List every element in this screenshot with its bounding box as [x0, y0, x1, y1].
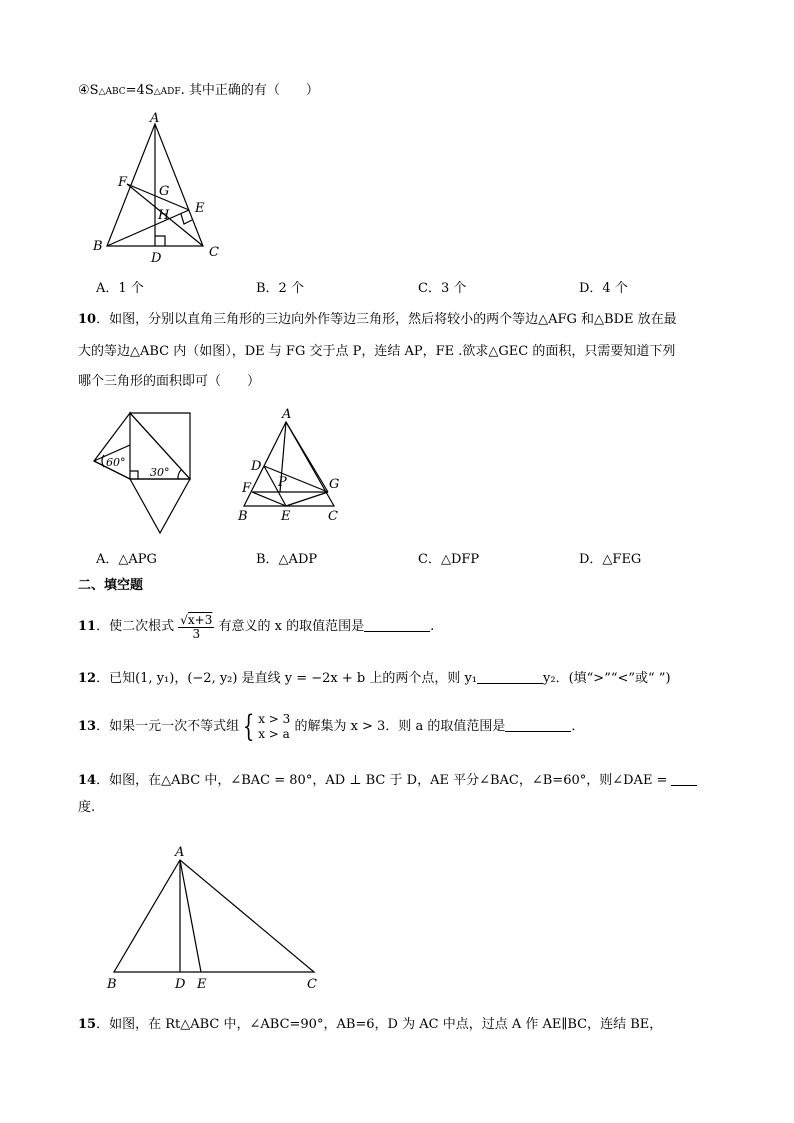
figure-q9-triangle [85, 112, 235, 267]
label-D: D [175, 977, 186, 992]
label-B: B [93, 239, 103, 254]
circled-number: ④ [78, 83, 90, 98]
q10-line-3: 哪个三角形的面积即可（ ） [78, 374, 261, 389]
label-F: F [118, 175, 128, 190]
label-G: G [329, 477, 340, 492]
label-A: A [175, 845, 185, 860]
inequality-system: x > 3 x > a [258, 711, 291, 741]
label-P: P [278, 475, 287, 490]
figure-q14-triangle [100, 840, 330, 1000]
label-E: E [197, 977, 207, 992]
q10-option-c[interactable]: C．△DFP [418, 552, 480, 567]
question-number: 15 [78, 1017, 97, 1032]
question-number: 12 [78, 671, 97, 686]
angle-60: 60° [106, 456, 126, 469]
q10-option-a[interactable]: A．△APG [96, 552, 157, 567]
radical-fraction: $\frac{√x+3}{3}$ [180, 612, 213, 641]
question-number: 11 [78, 619, 97, 634]
q10-line-2: 大的等边△ABC 内（如图），DE 与 FG 交于点 P，连结 AP，FE .欲求△GEC 的面积，只需要知道下列 [78, 344, 676, 359]
q11: 11．使二次根式 $\frac{√x+3}{3}$ 有意义的 x 的取值范围是 . [78, 612, 435, 641]
figure-q10-right-triangle [88, 405, 198, 540]
label-D: D [151, 251, 162, 266]
label-C: C [328, 509, 338, 524]
label-H: H [158, 208, 170, 223]
label-A: A [282, 408, 292, 422]
angle-30: 30° [150, 466, 170, 479]
q9-option-d[interactable]: D．4 个 [579, 281, 628, 296]
label-G: G [159, 184, 170, 199]
question-number: 14 [78, 773, 97, 788]
q10-option-d[interactable]: D．△FEG [579, 552, 642, 567]
q15-line-1: 15．如图，在 Rt△ABC 中，∠ABC=90°，AB=6，D 为 AC 中点，过点 A 作 AE∥BC，连结 BE， [78, 1017, 663, 1032]
label-E: E [195, 201, 205, 216]
label-A: A [150, 112, 160, 126]
q14-line-2: 度. [78, 800, 96, 815]
q10-line-1: 10．如图，分别以直角三角形的三边向外作等边三角形，然后将较小的两个等边△AFG 和△BDE 放在最 [78, 312, 677, 327]
q9-option-a[interactable]: A．1 个 [96, 281, 144, 296]
q9-statement-4: ④S△ABC=4S△ADF. 其中正确的有（ ） [78, 83, 319, 98]
label-E: E [281, 509, 291, 524]
answer-blank[interactable] [505, 717, 571, 732]
label-C: C [209, 245, 219, 260]
label-C: C [307, 977, 317, 992]
question-number: 10 [78, 312, 97, 327]
q12: 12．已知(1, y₁)，(−2, y₂) 是直线 y = −2x + b 上的两个点，则 y₁ y₂．(填“>”“<”或“ ”) [78, 671, 671, 686]
answer-blank[interactable] [364, 617, 430, 632]
question-number: 13 [78, 719, 97, 734]
label-B: B [238, 509, 248, 524]
q13: 13．如果一元一次不等式组 { x > 3 x > a 的解集为 x > 3．则 a 的取值范围是 ． [78, 708, 585, 744]
section-heading: 二、填空题 [78, 578, 144, 593]
q9-option-c[interactable]: C．3 个 [418, 281, 467, 296]
figure-q10-equilateral [234, 408, 354, 528]
answer-blank[interactable] [477, 669, 543, 684]
label-D: D [251, 459, 262, 474]
q14-line-1: 14．如图，在△ABC 中，∠BAC = 80°，AD ⊥ BC 于 D，AE 平分∠BAC，∠B=60°，则∠DAE = [78, 771, 697, 790]
label-B: B [107, 977, 117, 992]
q10-option-b[interactable]: B．△ADP [256, 552, 318, 567]
q9-option-b[interactable]: B．2 个 [256, 281, 304, 296]
answer-blank[interactable] [671, 771, 697, 786]
label-F: F [242, 481, 252, 496]
